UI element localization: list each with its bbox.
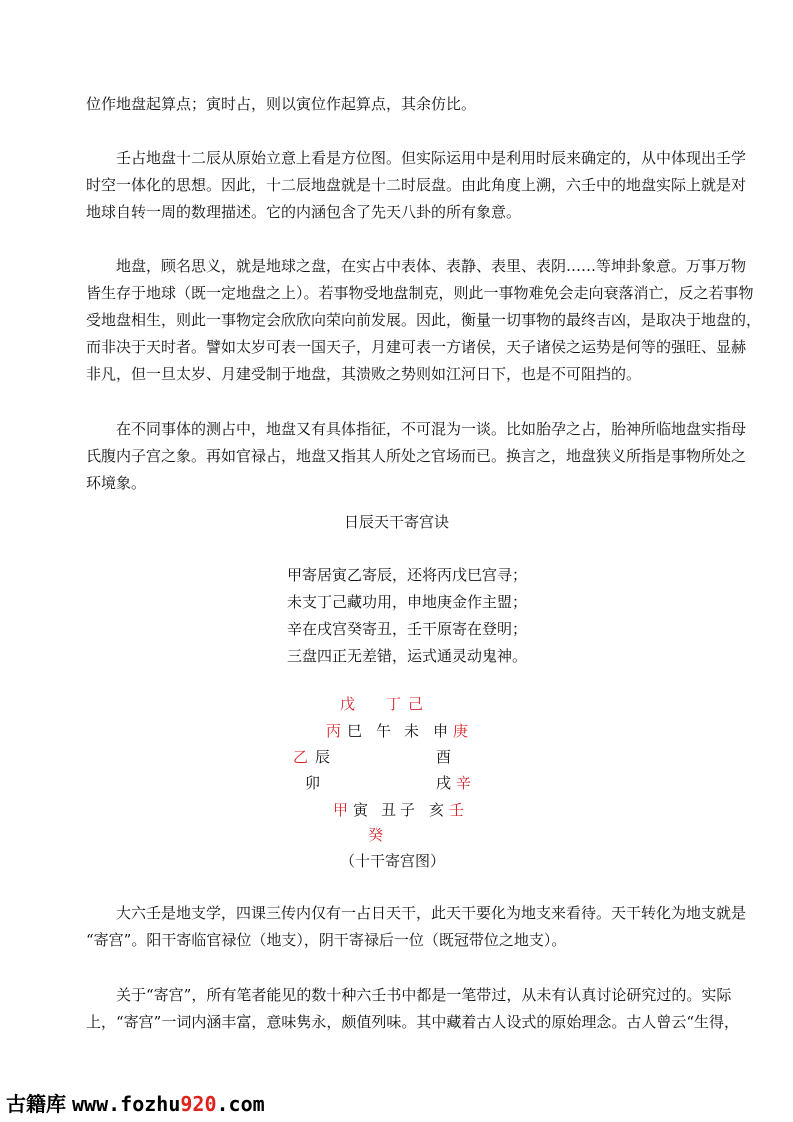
text-line: 大六壬是地支学，四课三传内仅有一占日天干，此天干要化为地支来看待。天干转化为地支就是 (86, 904, 747, 922)
poem-line: 未支丁己藏功用，申地庚金作主盟； (287, 593, 528, 611)
poem (287, 562, 527, 670)
site-watermark (6, 1088, 265, 1118)
paragraph-1 (86, 91, 712, 118)
paragraph-6 (86, 982, 740, 1036)
branch-chou: 丑 (381, 801, 397, 819)
poem-line: 甲寄居寅乙寄辰，还将丙戊巳宫寻； (287, 566, 528, 584)
branch-you: 酉 (436, 748, 452, 766)
paragraph-4 (86, 416, 747, 497)
stem-geng: 庚 (453, 722, 469, 740)
text-line: 位作地盘起算点；寅时占，则以寅位作起算点，其余仿比。 (86, 95, 477, 113)
diagram-caption: （十干寄宫图） (340, 852, 446, 870)
stem-jia: 甲 (333, 801, 349, 819)
branch-chen: 辰 (315, 748, 331, 766)
branch-si: 巳 (347, 722, 363, 740)
branch-xu: 戌 (436, 774, 452, 792)
text-line: 地球自转一周的数理描述。它的内涵包含了先天八卦的所有象意。 (86, 203, 522, 221)
stem-gui: 癸 (368, 826, 384, 844)
site-url (72, 1092, 265, 1116)
text-line: 氏腹内子宫之象。再如官禄占，地盘又指其人所处之官场而已。换言之，地盘狭义所指是事物所处之 (86, 447, 747, 465)
stem-ding: 丁 (386, 695, 402, 713)
text-line: 关于“寄宫”，所有笔者能见的数十种六壬书中都是一笔带过，从未有认真讨论研究过的。实际 (86, 986, 732, 1004)
url-prefix: www.fozhu (72, 1092, 181, 1116)
text-line: 而非决于天时者。譬如太岁可表一国天子，月建可表一方诸侯，天子诸侯之运势是何等的强旺、显赫 (86, 338, 747, 356)
text-line: 皆生存于地球（既一定地盘之上）。若事物受地盘制克，则此一事物难免会走向衰落消亡，反之若事物 (86, 284, 754, 302)
stem-yi: 乙 (293, 748, 309, 766)
url-number: 920 (180, 1092, 217, 1116)
paragraph-3 (86, 253, 762, 388)
branch-wei: 未 (404, 722, 420, 740)
poem-line: 三盘四正无差错，运式通灵动鬼神。 (287, 647, 528, 665)
site-brand: 古籍库 (6, 1092, 66, 1116)
url-suffix: .com (216, 1092, 265, 1116)
branch-zi: 子 (400, 801, 416, 819)
text-line: 上，“寄宫”一词内涵丰富，意味隽永，颇值列味。其中藏着古人设式的原始理念。古人曾云“生得， (86, 1013, 740, 1031)
paragraph-5 (86, 900, 747, 954)
poem-line: 辛在戌宫癸寄丑，壬干原寄在登明； (287, 620, 528, 638)
stem-ji: 己 (408, 695, 424, 713)
poem-title: 日辰天干寄宫诀 (343, 513, 449, 531)
text-line: 地盘，顾名思义，就是地球之盘，在实占中表体、表静、表里、表阴……等坤卦象意。万事万物 (86, 257, 747, 275)
branch-yin: 寅 (353, 801, 369, 819)
text-line: 时空一体化的思想。因此，十二辰地盘就是十二时辰盘。由此角度上溯，六壬中的地盘实际上就是对 (86, 176, 747, 194)
text-line: 壬占地盘十二辰从原始立意上看是方位图。但实际运用中是利用时辰来确定的，从中体现出壬学 (86, 149, 747, 167)
text-line: 非凡，但一旦太岁、月建受制于地盘，其溃败之势则如江河日下，也是不可阻挡的。 (86, 365, 642, 383)
branch-shen: 申 (433, 722, 449, 740)
stem-ren: 壬 (449, 801, 465, 819)
branch-hai: 亥 (429, 801, 445, 819)
branch-wu: 午 (376, 722, 392, 740)
stem-bing: 丙 (326, 722, 342, 740)
text-line: “寄宫”。阳干寄临官禄位（地支），阴干寄禄后一位（既冠带位之地支）。 (86, 931, 567, 949)
branch-mao: 卯 (305, 774, 321, 792)
stem-wu: 戊 (340, 695, 356, 713)
text-line: 受地盘相生，则此一事物定会欣欣向荣向前发展。因此，衡量一切事物的最终吉凶，是取决于地盘的， (86, 311, 762, 329)
text-line: 环境象。 (86, 474, 147, 492)
paragraph-2 (86, 145, 747, 226)
text-line: 在不同事体的测占中，地盘又有具体指征，不可混为一谈。比如胎孕之占，胎神所临地盘实指母 (86, 420, 747, 438)
stem-xin: 辛 (456, 774, 472, 792)
